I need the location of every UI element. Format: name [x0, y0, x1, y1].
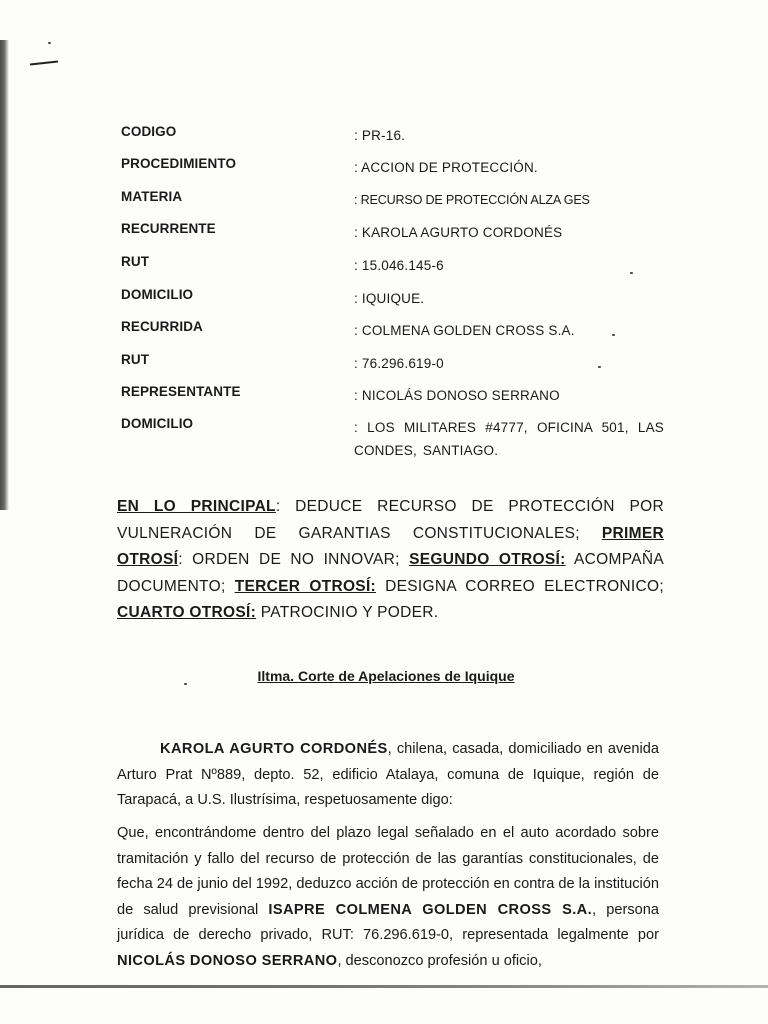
scan-mark: [30, 61, 58, 66]
court-heading: [0, 668, 768, 684]
field-value: : IQUIQUE.: [354, 291, 425, 306]
field-value: : KAROLA AGURTO CORDONÉS: [354, 225, 563, 240]
claim-text-c: , desconozco profesión u oficio,: [337, 952, 542, 969]
claim-paragraph: [117, 821, 659, 974]
otrosi-1-text: : ORDEN DE NO INNOVAR;: [178, 551, 410, 568]
field-label: RUT: [121, 254, 150, 269]
field-value: : 76.296.619-0: [354, 356, 444, 371]
scan-speck: [48, 42, 51, 44]
isapre-name: ISAPRE COLMENA GOLDEN CROSS S.A.: [268, 901, 593, 918]
otrosi-4-text: PATROCINIO Y PODER.: [256, 604, 439, 621]
representative-name: NICOLÁS DONOSO SERRANO: [117, 952, 338, 969]
otrosi-3-text: DESIGNA CORREO ELECTRONICO;: [376, 577, 664, 595]
field-value: : PR-16.: [354, 128, 406, 143]
field-value: : 15.046.145-6: [354, 258, 444, 273]
scan-edge-shadow: [0, 40, 9, 510]
field-value: : RECURSO DE PROTECCIÓN ALZA GES: [354, 193, 590, 207]
otrosi-4-label: CUARTO OTROSÍ:: [117, 604, 257, 621]
field-label: RECURRIDA: [121, 319, 203, 334]
otrosi-2-label: SEGUNDO OTROSÍ:: [409, 551, 566, 568]
field-label: MATERIA: [121, 189, 183, 204]
field-label: RUT: [121, 352, 150, 367]
otrosi-1-label: PRIMER OTROSÍ: [117, 524, 664, 568]
field-value: : LOS MILITARES #4777, OFICINA 501, LAS CONDES, SANTIAGO.: [354, 420, 664, 458]
court-name: Iltma. Corte de Apelaciones de Iquique: [257, 668, 515, 684]
field-value: : NICOLÁS DONOSO SERRANO: [354, 388, 560, 403]
field-value: : ACCION DE PROTECCIÓN.: [354, 160, 538, 175]
intro-text: , chilena, casada, domiciliado en avenida Arturo Prat Nº889, depto. 52, edificio Atalaya, comuna de Iquique, región de Tarapacá, a U.S. Ilustrísima, respetuosamente digo:: [117, 741, 660, 808]
principal-text: : DEDUCE RECURSO DE PROTECCIÓN POR VULNERACIÓN DE GARANTIAS CONSTITUCIONALES;: [117, 498, 664, 542]
scan-bottom-edge: [0, 985, 768, 988]
claim-text-b: , persona jurídica de derecho privado, RUT: 76.296.619-0, representada legalmente por: [117, 901, 660, 943]
field-value: : COLMENA GOLDEN CROSS S.A.: [354, 323, 575, 338]
field-label: DOMICILIO: [121, 287, 194, 302]
recurrente-name: KAROLA AGURTO CORDONÉS: [160, 741, 388, 757]
field-label: CODIGO: [121, 124, 177, 139]
claim-text-a: Que, encontrándome dentro del plazo legal señalado en el auto acordado sobre tramitación y fallo del recurso de protección de las garantías constitucionales, de fecha 24 de junio del 1992, deduzco acción de protección en contra de la institución de salud previsional: [117, 825, 659, 918]
intro-paragraph: [117, 737, 659, 814]
petition-summary: [117, 494, 664, 627]
field-label: DOMICILIO: [121, 416, 194, 431]
field-label: PROCEDIMIENTO: [121, 156, 237, 171]
otrosi-2-text: ACOMPAÑA DOCUMENTO;: [117, 551, 664, 595]
field-label: RECURRENTE: [121, 221, 216, 236]
field-label: REPRESENTANTE: [121, 384, 241, 399]
otrosi-3-label: TERCER OTROSÍ:: [234, 577, 377, 595]
principal-label: EN LO PRINCIPAL: [117, 498, 276, 515]
